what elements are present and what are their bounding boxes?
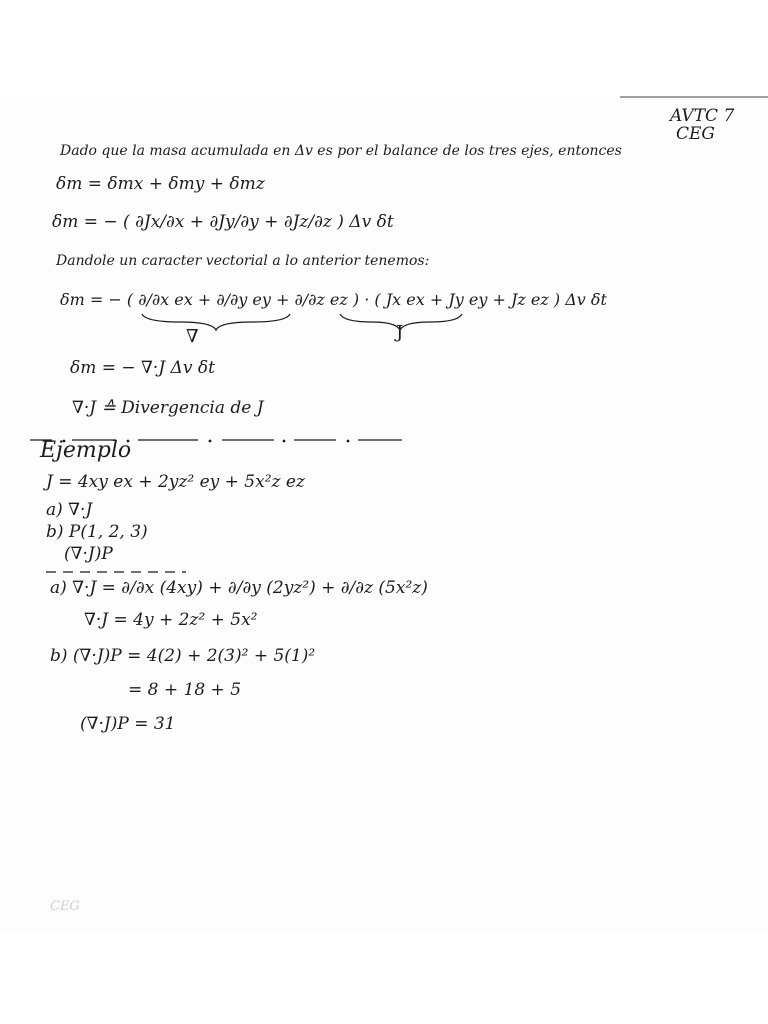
solution-b-result: (∇·J)P = 31 bbox=[80, 714, 176, 734]
j-label: J bbox=[396, 322, 404, 343]
notebook-page bbox=[0, 96, 768, 932]
solution-a: a) ∇·J = ∂/∂x (4xy) + ∂/∂y (2yz²) + ∂/∂z (5x²z) bbox=[50, 578, 428, 598]
example-item-b: b) P(1, 2, 3) bbox=[46, 522, 148, 542]
watermark: CEG bbox=[50, 899, 80, 914]
example-title: Ejemplo bbox=[40, 438, 132, 463]
top-right-rule bbox=[620, 96, 768, 100]
example-vector-j: J = 4xy ex + 2yz² ey + 5x²z ez bbox=[46, 472, 305, 492]
header-initials: CEG bbox=[676, 124, 715, 144]
header-code: AVTC 7 bbox=[670, 106, 735, 126]
example-item-a: a) ∇·J bbox=[46, 500, 93, 520]
vector-text: Dandole un caracter vectorial a lo anterior tenemos: bbox=[56, 253, 430, 269]
equation-mass-sum: δm = δmx + δmy + δmz bbox=[56, 174, 265, 194]
solution-a-result: ∇·J = 4y + 2z² + 5x² bbox=[84, 610, 258, 630]
divergence-definition: ∇·J ≙ Divergencia de J bbox=[72, 398, 264, 418]
nabla-underbrace bbox=[142, 314, 290, 330]
equation-divergence-form: δm = − ∇·J Δv δt bbox=[70, 358, 215, 378]
nabla-label: ∇ bbox=[186, 326, 199, 347]
dashed-rule bbox=[46, 568, 196, 576]
example-item-b-sub: (∇·J)P bbox=[64, 544, 113, 564]
intro-text: Dado que la masa acumulada en Δv es por el balance de los tres ejes, entonces bbox=[60, 143, 622, 159]
equation-vector-form: δm = − ( ∂/∂x ex + ∂/∂y ey + ∂/∂z ez ) · ( Jx ex + Jy ey + Jz ez ) Δv δt bbox=[60, 290, 607, 309]
solution-b-step: = 8 + 18 + 5 bbox=[128, 680, 242, 700]
equation-mass-partials: δm = − ( ∂Jx/∂x + ∂Jy/∂y + ∂Jz/∂z ) Δv δt bbox=[52, 212, 394, 232]
solution-b: b) (∇·J)P = 4(2) + 2(3)² + 5(1)² bbox=[50, 646, 316, 666]
